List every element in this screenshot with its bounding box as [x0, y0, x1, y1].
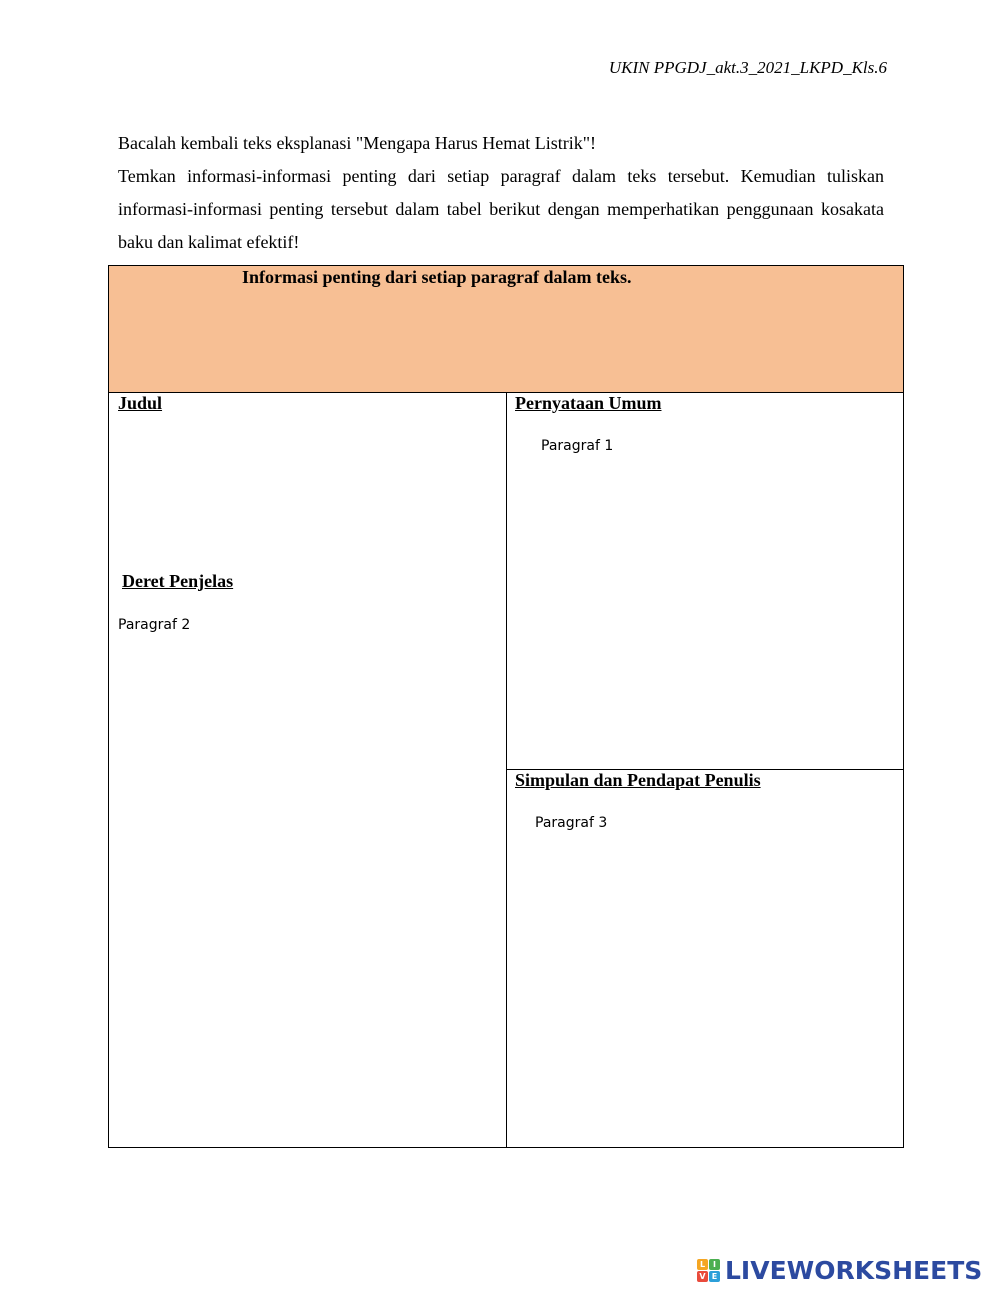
document-reference-code: UKIN PPGDJ_akt.3_2021_LKPD_Kls.6: [608, 58, 887, 77]
heading-judul: Judul: [118, 393, 163, 413]
logo-letter-i: I: [709, 1259, 720, 1270]
paragraph-1-label: Paragraf 1: [541, 438, 614, 454]
heading-simpulan: Simpulan dan Pendapat Penulis: [515, 770, 761, 790]
instruction-line-2: Temkan informasi-informasi penting dari setiap paragraf dalam teks tersebut. Kemudian tuliskan informasi-informasi penting tersebut dalam tabel berikut dengan memperhatikan penggunaan kosakata baku dan kalimat efektif!: [118, 166, 884, 252]
heading-pernyataan-umum: Pernyataan Umum: [515, 393, 662, 413]
heading-deret-penjelas: Deret Penjelas: [122, 571, 234, 591]
liveworksheets-icon: [697, 1259, 720, 1282]
table-title: Informasi penting dari setiap paragraf dalam teks.: [242, 267, 632, 287]
paragraph-3-label: Paragraf 3: [535, 815, 608, 831]
liveworksheets-logo[interactable]: [697, 1256, 982, 1285]
logo-letter-l: L: [697, 1259, 708, 1270]
left-column-cell[interactable]: [109, 392, 507, 1147]
table-header-cell: [109, 266, 903, 393]
instructions: [118, 127, 884, 259]
right-top-cell[interactable]: [506, 392, 903, 770]
paragraph-2-label: Paragraf 2: [118, 617, 191, 633]
logo-letter-v: V: [697, 1271, 708, 1282]
information-table: [108, 265, 904, 1148]
right-bottom-cell[interactable]: [506, 770, 903, 1147]
logo-letter-e: E: [709, 1271, 720, 1282]
logo-wordmark: LIVEWORKSHEETS: [725, 1256, 983, 1285]
instruction-line-1: Bacalah kembali teks eksplanasi "Mengapa Harus Hemat Listrik"!: [118, 133, 597, 153]
